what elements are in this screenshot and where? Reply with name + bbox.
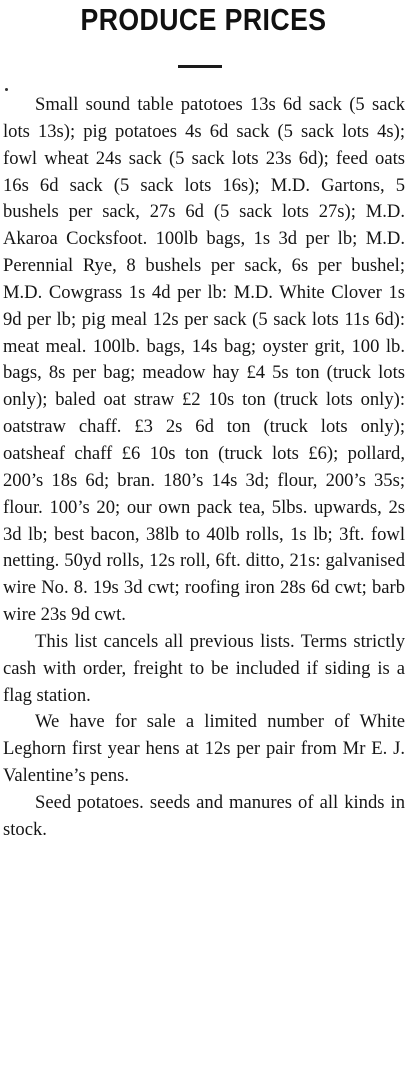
print-speck	[5, 88, 8, 91]
stock-paragraph: Seed potatoes. seeds and manures of all kinds in stock.	[3, 791, 405, 840]
terms-paragraph: This list cancels all previous lists. Terms strictly cash with order, freight to be included if siding is a flag station.	[3, 630, 405, 706]
article-body	[3, 92, 405, 844]
headline: PRODUCE PRICES	[80, 2, 327, 37]
headline-rule	[178, 65, 222, 68]
price-list-paragraph: Small sound table patotoes 13s 6d sack (5 sack lots 13s); pig potatoes 4s 6d sack (5 sack lots 4s); fowl wheat 24s sack (5 sack lots 23s 6d); feed oats 16s 6d sack (5 sack lots 16s); M.D. Gartons, 5 bushels per sack, 27s 6d (5 sack lots 27s); M.D. Akaroa Cocksfoot. 100lb bags, 1s 3d per lb; M.D. Perennial Rye, 8 bushels per sack, 6s per bushel; M.D. Cowgrass 1s 4d per lb: M.D. White Clover 1s 9d per lb; pig meal 12s per sack (5 sack lots 11s 6d): meat meal. 100lb. bags, 14s bag; oyster grit, 100 lb. bags, 8s per bag; meadow hay £4 5s ton (truck lots only); baled oat straw £2 10s ton (truck lots only): oatstraw chaff. £3 2s 6d ton (truck lots only); oatsheaf chaff £6 10s ton (truck lots £6); pollard, 200’s 18s 6d; bran. 180’s 14s 3d; flour, 200’s 35s; flour. 100’s 20; our own pack tea, 5lbs. upwards, 2s 3d lb; best bacon, 38lb to 40lb rolls, 1s lb; 3ft. fowl netting. 50yd rolls, 12s roll, 6ft. ditto, 21s: galvanised wire No. 8. 19s 3d cwt; roofing iron 28s 6d cwt; barb wire 23s 9d cwt.	[3, 94, 405, 626]
hens-for-sale-paragraph: We have for sale a limited number of White Leghorn first year hens at 12s per pair from Mr E. J. Valentine’s pens.	[3, 711, 405, 787]
